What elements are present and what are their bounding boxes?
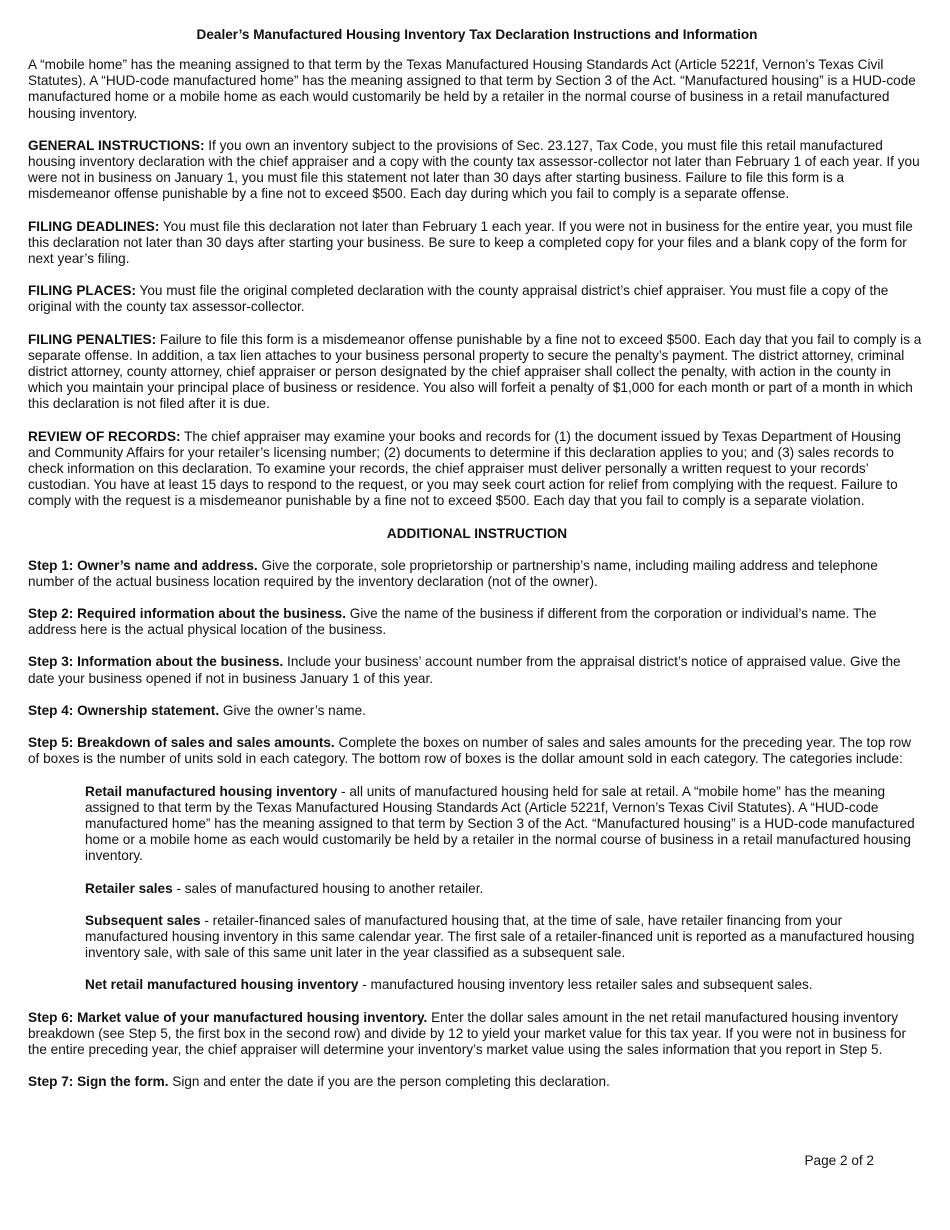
step-text: Enter the dollar sales amount in the net retail manufactured housing inventory breakdown (see Step 5, the first box in the second row) and divide by 12 to yield your market value for this tax year. If you were not in business for the entire preceding year, the chief appraiser will determine your inventory’s market value using the sales information that you report in Step 5.	[28, 1009, 907, 1057]
section-label: FILING PENALTIES:	[28, 331, 157, 347]
category-text: - retailer-financed sales of manufactured housing that, at the time of sale, have retailer financing from your manufactured housing inventory in this same calendar year. The first sale of a retailer-financed unit is reported as a manufactured housing inventory sale, with sale of this same unit later in the year classified as a subsequent sale.	[85, 912, 915, 961]
step-text: Give the owner’s name.	[219, 702, 366, 718]
step-label: Step 4: Ownership statement.	[28, 702, 220, 718]
step-text: Include your business’ account number from the appraisal district’s notice of appraised value. Give the date your business opened if not in business January 1 of this year.	[28, 654, 901, 686]
category-label: Retailer sales	[85, 880, 173, 896]
step-label: Step 3: Information about the business.	[28, 654, 284, 670]
document-title: Dealer’s Manufactured Housing Inventory Tax Declaration Instructions and Information	[196, 27, 758, 42]
step-4	[28, 703, 926, 719]
step-text: Give the corporate, sole proprietorship or partnership’s name, including mailing address and telephone number of the actual business location required by the inventory declaration (not of the owner).	[28, 557, 878, 589]
additional-instruction-heading: ADDITIONAL INSTRUCTION	[386, 525, 568, 541]
step-5	[28, 735, 926, 767]
section-text: Failure to file this form is a misdemeanor offense punishable by a fine not to exceed $500. Each day that you fail to comply is a separate offense. In addition, a tax lien attaches to your business personal property to secure the penalty’s payment. The district attorney, criminal district attorney, county attorney, chief appraiser or person designated by the chief appraiser shall collect the penalty, with action in the county in which you maintain your principal place of business or residence. You also will forfeit a penalty of $1,000 for each month or part of a month in which this declaration is not filed after it is due.	[28, 331, 922, 412]
category-retail-inventory	[85, 784, 926, 865]
section-text: The chief appraiser may examine your books and records for (1) the document issued by Texas Department of Housing and Community Affairs for your retailer’s licensing number; (2) documents to determine if this declaration applies to you; and (3) sales records to check information on this declaration. To examine your records, the chief appraiser must deliver personally a written request to your records’ custodian. You have at least 15 days to respond to the request, or you may seek court action for relief from complying with the request. Failure to comply with the request is a misdemeanor punishable by a fine not to exceed $500. Each day that you fail to comply is a separate violation.	[28, 428, 901, 509]
step-3	[28, 654, 926, 686]
step-6	[28, 1010, 926, 1059]
section-filing-penalties	[28, 332, 926, 413]
category-text: - sales of manufactured housing to another retailer.	[172, 880, 484, 896]
step-label: Step 7: Sign the form.	[28, 1074, 169, 1090]
category-text: - all units of manufactured housing held for sale at retail. A “mobile home” has the meaning assigned to that term by the Texas Manufactured Housing Standards Act (Article 5221f, Vernon’s Texas Civil Statutes). A “HUD-code manufactured home” has the meaning assigned to that term by Section 3 of the Act. “Manufactured housing” is a HUD-code manufactured home or a mobile home as each would customarily be held by a retailer in the normal course of business in a retail manufactured housing inventory.	[85, 783, 915, 864]
step-text: Complete the boxes on number of sales and sales amounts for the preceding year. The top row of boxes is the number of units sold in each category. The bottom row of boxes is the dollar amount sold in each category. The categories include:	[28, 735, 912, 767]
step-text: Sign and enter the date if you are the person completing this declaration.	[168, 1074, 610, 1090]
section-label: FILING DEADLINES:	[28, 218, 160, 234]
category-text: - manufactured housing inventory less retailer sales and subsequent sales.	[358, 977, 813, 993]
category-label: Subsequent sales	[85, 912, 201, 928]
section-filing-places	[28, 283, 926, 315]
category-label: Net retail manufactured housing inventory	[85, 977, 359, 993]
category-retailer-sales	[85, 881, 926, 897]
intro-paragraph: A “mobile home” has the meaning assigned to that term by the Texas Manufactured Housing Standards Act (Article 5221f, Vernon’s Texas Civil Statutes). A “HUD-code manufactured home” has the meaning assigned to that term by Section 3 of the Act. “Manufactured housing” is a HUD-code manufactured home or a mobile home as each would customarily be held by a retailer in the normal course of business in a retail manufactured housing inventory.	[28, 57, 916, 121]
section-label: REVIEW OF RECORDS:	[28, 428, 181, 444]
step-1	[28, 558, 926, 590]
step-label: Step 6: Market value of your manufactured housing inventory.	[28, 1009, 428, 1025]
section-label: GENERAL INSTRUCTIONS:	[28, 137, 205, 153]
step-label: Step 5: Breakdown of sales and sales amounts.	[28, 735, 335, 751]
step-2	[28, 606, 926, 638]
section-filing-deadlines	[28, 219, 926, 268]
page-number: Page 2 of 2	[804, 1153, 874, 1168]
section-text: You must file the original completed declaration with the county appraisal district’s chief appraiser. You must file a copy of the original with the county tax assessor-collector.	[28, 283, 889, 315]
document-page	[28, 27, 926, 1106]
category-net-retail-inventory	[85, 977, 926, 993]
category-label: Retail manufactured housing inventory	[85, 783, 338, 799]
section-review-of-records	[28, 429, 926, 510]
step-7	[28, 1074, 926, 1090]
section-text: You must file this declaration not later than February 1 each year. If you were not in business for the entire year, you must file this declaration not later than 30 days after starting your business. Be sure to keep a completed copy for your files and a blank copy of the form for next year’s filing.	[28, 218, 913, 267]
section-text: If you own an inventory subject to the provisions of Sec. 23.127, Tax Code, you must file this retail manufactured housing inventory declaration with the chief appraiser and a copy with the county tax assessor-collector not later than February 1 of each year. If you were not in business on January 1, you must file this statement not later than 30 days after starting business. Failure to file this form is a misdemeanor offense punishable by a fine not to exceed $500. Each day during which you fail to comply is a separate offense.	[28, 137, 920, 202]
category-subsequent-sales	[85, 913, 926, 962]
step-text: Give the name of the business if different from the corporation or individual’s name. The address here is the actual physical location of the business.	[28, 606, 877, 638]
step-label: Step 2: Required information about the business.	[28, 606, 346, 622]
section-general-instructions	[28, 138, 926, 203]
section-label: FILING PLACES:	[28, 283, 136, 299]
step-label: Step 1: Owner’s name and address.	[28, 557, 258, 573]
